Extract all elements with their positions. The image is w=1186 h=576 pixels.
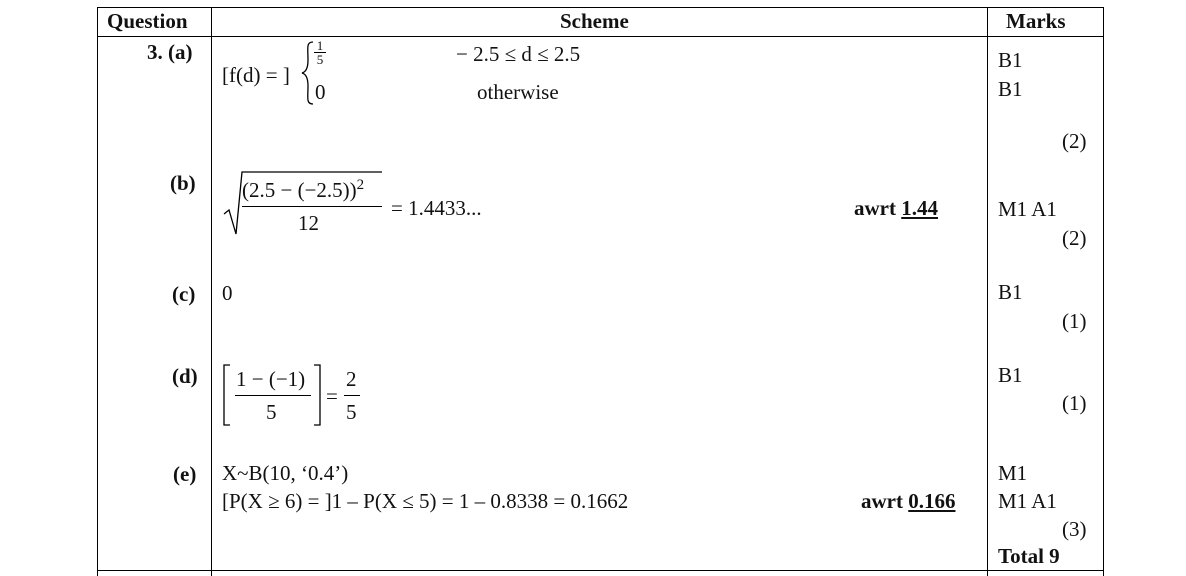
part-a-lhs: [f(d) = ] <box>222 63 290 87</box>
part-e-awrt: awrt 0.166 <box>861 489 956 513</box>
part-b-fraction-bar <box>242 206 382 207</box>
part-d-subtotal: (1) <box>1062 391 1087 415</box>
right-square-bracket <box>312 364 322 426</box>
part-e-mark-1: M1 <box>998 461 1028 485</box>
scheme-header: Scheme <box>560 9 629 33</box>
part-c-label: (c) <box>172 282 196 306</box>
part-d-denominator: 5 <box>266 400 277 424</box>
question-column-divider <box>211 7 212 576</box>
part-a-label: 3. (a) <box>147 40 193 64</box>
case1-numerator: 1 <box>314 39 326 53</box>
part-b-numerator: $(2.5 - (-2.5))^2$ <box>242 177 365 202</box>
table-top-border <box>97 7 1104 8</box>
part-a-mark-1: B1 <box>998 48 1023 72</box>
part-e-line1: X~B(10, ‘0.4’) <box>222 461 349 485</box>
part-d-equals: = <box>326 384 338 408</box>
part-b-power: 2 <box>356 177 365 193</box>
part-b-subtotal: (2) <box>1062 226 1087 250</box>
part-d-label: (d) <box>172 364 198 388</box>
part-e-awrt-value: 0.166 <box>908 489 956 513</box>
marks-header: Marks <box>1006 9 1066 33</box>
part-c-marks: B1 <box>998 280 1023 304</box>
part-e-mark-2: M1 A1 <box>998 489 1057 513</box>
part-b-awrt-value: 1.44 <box>901 196 938 220</box>
part-b-marks: M1 A1 <box>998 197 1057 221</box>
marks-column-divider <box>987 7 988 576</box>
part-b-awrt: awrt 1.44 <box>854 196 938 220</box>
case2-value: 0 <box>315 80 326 104</box>
part-a-mark-2: B1 <box>998 77 1023 101</box>
part-b-denominator: 12 <box>298 211 319 235</box>
part-d-rhs-numerator: 2 <box>346 367 357 391</box>
part-d-numerator: 1 − (−1) <box>236 367 306 391</box>
question-header: Question <box>107 9 188 33</box>
part-e-line2: [P(X ≥ 6) = ]1 – P(X ≤ 5) = 1 – 0.8338 = 0.1662 <box>222 489 629 513</box>
part-e-label: (e) <box>173 462 197 486</box>
header-bottom-border <box>97 36 1104 37</box>
left-square-bracket <box>222 364 232 426</box>
part-b-label: (b) <box>170 171 196 195</box>
part-d-marks: B1 <box>998 363 1023 387</box>
table-bottom-border <box>97 570 1104 571</box>
part-d-rhs-denominator: 5 <box>346 400 357 424</box>
part-c-subtotal: (1) <box>1062 309 1087 333</box>
part-a-subtotal: (2) <box>1062 129 1087 153</box>
part-d-rhs-fraction-bar <box>344 395 360 396</box>
case1-condition: − 2.5 ≤ d ≤ 2.5 <box>456 42 581 66</box>
right-border <box>1103 7 1104 576</box>
part-e-subtotal: (3) <box>1062 517 1087 541</box>
left-border <box>97 7 98 576</box>
case1-denominator: 5 <box>316 52 324 67</box>
part-d-fraction-bar <box>235 395 311 396</box>
total-marks: Total 9 <box>998 544 1060 568</box>
part-c-answer: 0 <box>222 281 233 305</box>
case2-condition: otherwise <box>477 80 559 104</box>
case1-fraction <box>314 39 326 66</box>
part-b-result: = 1.4433... <box>391 196 482 220</box>
